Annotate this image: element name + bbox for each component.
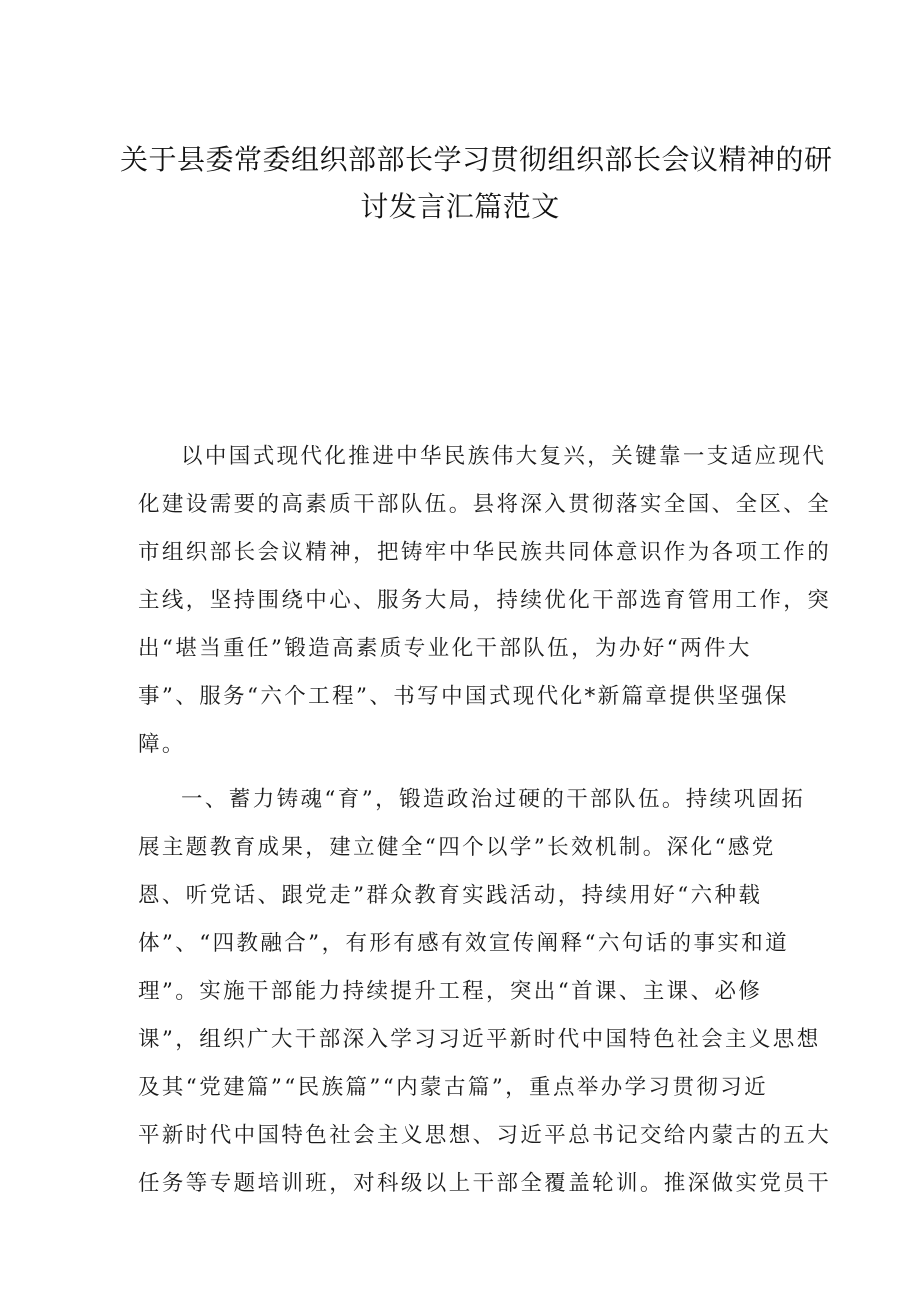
paragraph-section-one [138,776,832,1208]
paragraph-line: 一、蓄力铸魂“育”，锻造政治过硬的干部队伍。持续巩固拓 [181,787,806,812]
paragraph-line: 以中国式现代化推进中华民族伟大复兴，关键靠一支适应现代 [181,444,827,469]
paragraph-line: 事”、服务“六个工程”、书写中国式现代化*新篇章提供坚强保 [138,684,789,709]
document-title [120,136,833,230]
paragraph-line: 任务等专题培训班，对科级以上干部全覆盖轮训。推深做实党员干 [138,1171,832,1196]
paragraph-intro [138,433,832,769]
title-line-1: 关于县委常委组织部部长学习贯彻组织部长会议精神的研 [120,143,833,176]
paragraph-line: 恩、听党话、跟党走”群众教育实践活动，持续用好“六种载 [138,883,763,908]
paragraph-line: 化建设需要的高素质干部队伍。县将深入贯彻落实全国、全区、全 [138,492,832,517]
title-line-2: 讨发言汇篇范文 [360,190,560,223]
paragraph-line: 障。 [138,732,186,757]
paragraph-line: 出“堪当重任”锻造高素质专业化干部队伍，为办好“两件大 [138,636,752,661]
paragraph-line: 展主题教育成果，建立健全“四个以学”长效机制。深化“感党 [138,835,776,860]
paragraph-line: 平新时代中国特色社会主义思想、习近平总书记交给内蒙古的五大 [138,1123,832,1148]
paragraph-line: 及其“党建篇”“民族篇”“内蒙古篇”，重点举办学习贯彻习近 [138,1075,769,1100]
paragraph-line: 市组织部长会议精神，把铸牢中华民族共同体意识作为各项工作的 [138,540,832,565]
paragraph-line: 主线，坚持围绕中心、服务大局，持续优化干部选育管用工作，突 [138,588,832,613]
paragraph-line: 体”、“四教融合”，有形有感有效宣传阐释“六句话的事实和道 [138,931,790,956]
paragraph-line: 课”，组织广大干部深入学习习近平新时代中国特色社会主义思想 [138,1027,821,1052]
paragraph-line: 理”。实施干部能力持续提升工程，突出“首课、主课、必修 [138,979,763,1004]
